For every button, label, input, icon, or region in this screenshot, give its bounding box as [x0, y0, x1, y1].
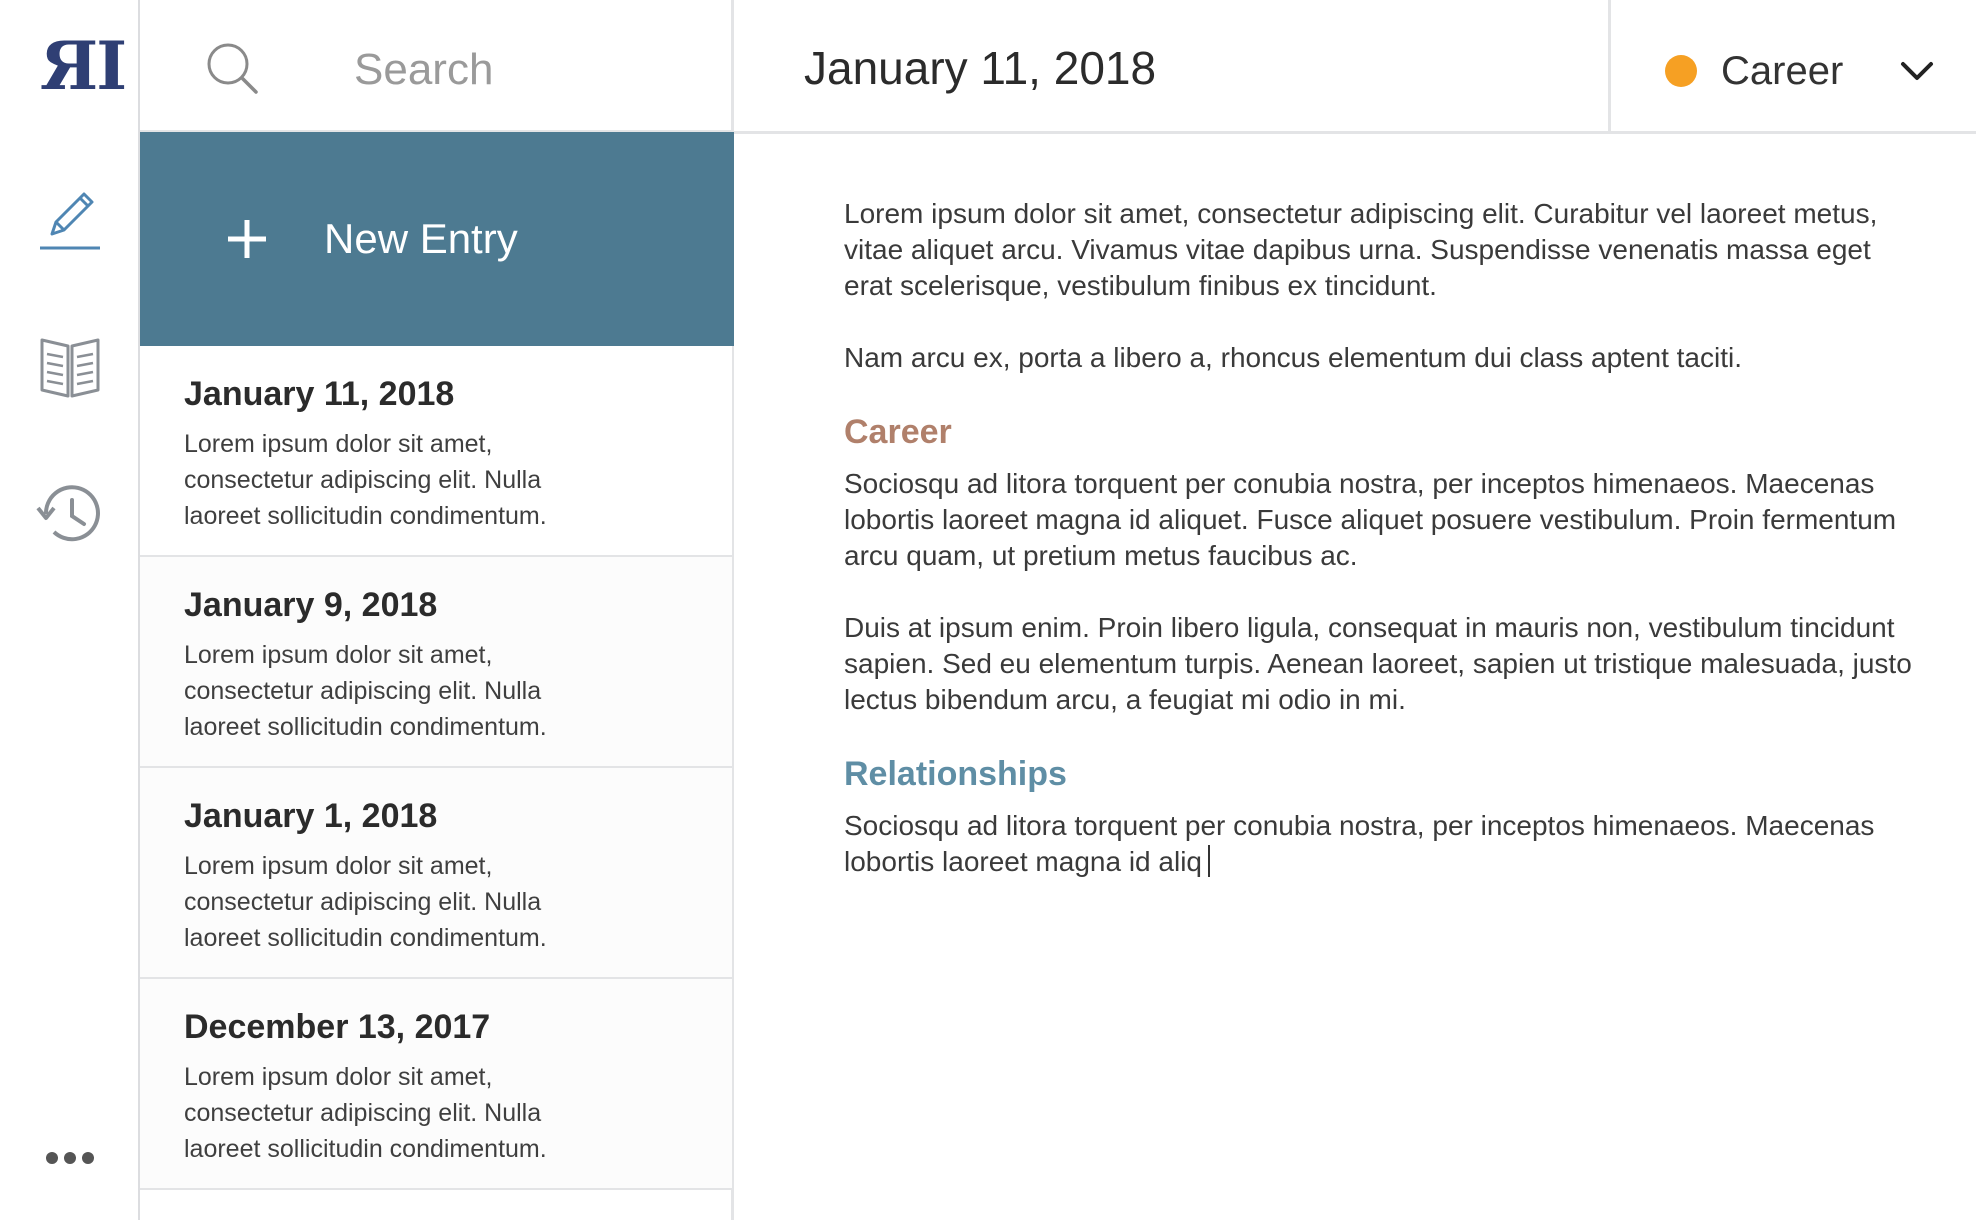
search-input[interactable] — [354, 36, 694, 104]
category-value: Career — [1721, 49, 1844, 93]
body-paragraph-active — [844, 808, 1924, 880]
rail-read-button[interactable] — [30, 326, 110, 406]
list-item[interactable] — [140, 768, 732, 979]
section-heading-career: Career — [844, 413, 952, 451]
app-logo[interactable]: ЯI — [40, 27, 126, 105]
section-heading-relationships: Relationships — [844, 755, 1067, 793]
plus-icon — [222, 214, 272, 264]
rail-write-button[interactable] — [30, 178, 110, 258]
entry-title: January 11, 2018 — [804, 42, 1157, 94]
rail-more-button[interactable] — [30, 1118, 110, 1198]
chevron-down-icon — [1897, 52, 1937, 92]
pencil-icon — [30, 178, 110, 258]
history-icon — [30, 474, 110, 554]
new-entry-label: New Entry — [324, 215, 518, 262]
book-icon — [30, 326, 110, 406]
entry-date: December 13, 2017 — [184, 1008, 491, 1046]
entry-body[interactable] — [844, 196, 1924, 916]
more-icon — [30, 1118, 110, 1198]
entry-editor — [734, 0, 1976, 1220]
entry-sidebar — [140, 0, 734, 1220]
search-bar — [140, 0, 732, 132]
category-dropdown[interactable] — [1611, 0, 1976, 132]
editor-header — [734, 0, 1976, 134]
body-paragraph: Sociosqu ad litora torquent per conubia nostra, per inceptos himenaeos. Maecenas lobortis laoreet magna id aliquet. Fusce aliquet posuere vestibulum. Proin fermentum arcu quam, ut pretium metus faucibus ac. — [844, 468, 1897, 571]
list-item[interactable] — [140, 557, 732, 768]
entry-excerpt: Lorem ipsum dolor sit amet, consectetur adipiscing elit. Nulla laoreet sollicitudin condimentum. — [184, 641, 547, 741]
list-item[interactable] — [140, 346, 732, 557]
rail-history-button[interactable] — [30, 474, 110, 554]
entry-date: January 9, 2018 — [184, 586, 438, 624]
body-paragraph: Lorem ipsum dolor sit amet, consectetur adipiscing elit. Curabitur vel laoreet metus, vitae aliquet arcu. Vivamus vitae dapibus urna. Suspendisse venenatis massa eget erat scelerisque, vestibulum finibus ex tincidunt. — [844, 198, 1878, 301]
entry-excerpt: Lorem ipsum dolor sit amet, consectetur adipiscing elit. Nulla laoreet sollicitudin condimentum. — [184, 430, 547, 530]
body-paragraph: Nam arcu ex, porta a libero a, rhoncus elementum dui class aptent taciti. — [844, 342, 1742, 373]
search-icon[interactable] — [204, 40, 264, 100]
entry-excerpt: Lorem ipsum dolor sit amet, consectetur adipiscing elit. Nulla laoreet sollicitudin condimentum. — [184, 1063, 547, 1163]
new-entry-button[interactable] — [140, 132, 734, 346]
entry-date: January 1, 2018 — [184, 797, 438, 835]
active-paragraph-text: Sociosqu ad litora torquent per conubia nostra, per inceptos himenaeos. Maecenas lobortis laoreet magna id aliq — [844, 810, 1875, 877]
list-item[interactable] — [140, 979, 732, 1190]
text-cursor — [1208, 845, 1210, 877]
body-paragraph: Duis at ipsum enim. Proin libero ligula, consequat in mauris non, vestibulum tincidunt sapien. Sed eu elementum turpis. Aenean laoreet, sapien ut tristique malesuada, justo lectus bibendum arcu, a feugiat mi odio in mi. — [844, 612, 1912, 715]
icon-rail — [0, 0, 140, 1220]
entry-date: January 11, 2018 — [184, 375, 455, 413]
entry-list — [140, 346, 732, 1190]
category-color-dot — [1665, 55, 1697, 87]
entry-excerpt: Lorem ipsum dolor sit amet, consectetur adipiscing elit. Nulla laoreet sollicitudin condimentum. — [184, 852, 547, 952]
